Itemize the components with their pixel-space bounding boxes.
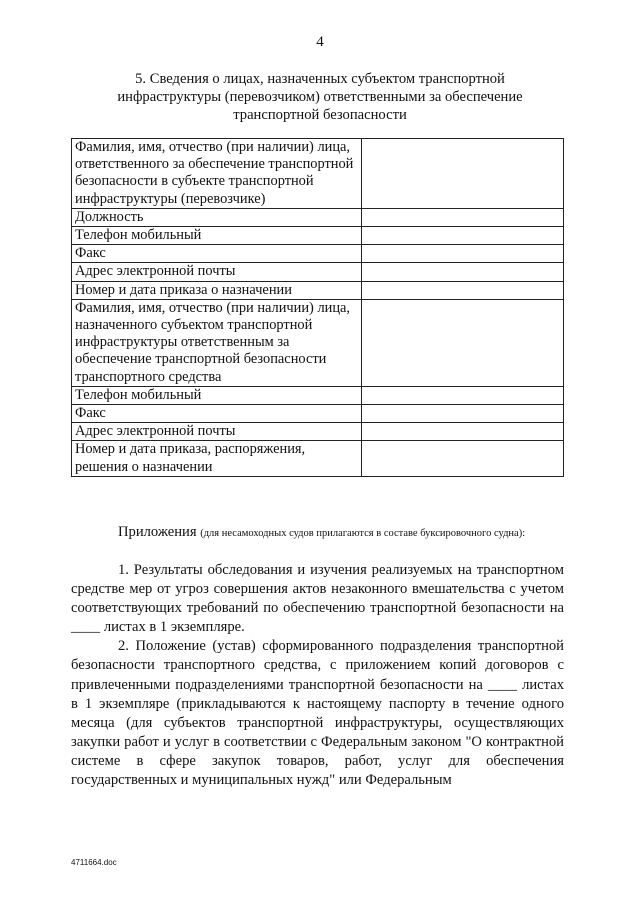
page-number: 4	[316, 34, 324, 50]
appendix-item: 1. Результаты обследования и изучения реализуемых на транспортном средстве мер от угроз совершения актов незаконного вмешательства с учетом соответствующих требований по обеспечению транспортной безопасности на ____ листах в 1 экземпляре.	[71, 562, 564, 636]
table-row	[72, 281, 564, 299]
table-row	[72, 139, 564, 209]
row-value	[362, 208, 564, 226]
row-label: Номер и дата приказа, распоряжения, решения о назначении	[72, 441, 362, 476]
row-value	[362, 441, 564, 476]
appendix-heading-text: Приложения	[118, 524, 197, 540]
table-row	[72, 263, 564, 281]
table-row	[72, 299, 564, 386]
appendix-items	[71, 561, 564, 790]
row-value	[362, 245, 564, 263]
appendix-heading	[118, 524, 525, 541]
document-code: 4711664.doc	[71, 858, 117, 867]
appendix-heading-note: (для несамоходных судов прилагаются в составе буксировочного судна):	[200, 528, 526, 539]
row-label: Телефон мобильный	[72, 227, 362, 245]
row-value	[362, 139, 564, 209]
row-value	[362, 386, 564, 404]
responsible-persons-table	[71, 138, 564, 477]
row-label: Должность	[72, 208, 362, 226]
row-value	[362, 227, 564, 245]
table-row	[72, 386, 564, 404]
row-value	[362, 263, 564, 281]
row-label: Факс	[72, 245, 362, 263]
table-row	[72, 423, 564, 441]
row-value	[362, 281, 564, 299]
section-title: 5. Сведения о лицах, назначенных субъектом транспортной инфраструктуры (перевозчиком) ответственными за обеспечение транспортной безопасности	[117, 71, 523, 123]
row-value	[362, 405, 564, 423]
row-label: Номер и дата приказа о назначении	[72, 281, 362, 299]
table-row	[72, 405, 564, 423]
table-row	[72, 208, 564, 226]
row-value	[362, 299, 564, 386]
row-label: Фамилия, имя, отчество (при наличии) лица, ответственного за обеспечение транспортной безопасности в субъекте транспортной инфраструктуры (перевозчике)	[72, 139, 362, 209]
row-label: Адрес электронной почты	[72, 423, 362, 441]
row-value	[362, 423, 564, 441]
row-label: Фамилия, имя, отчество (при наличии) лица, назначенного субъектом транспортной инфраструктуры ответственным за обеспечение транспортной безопасности транспортного средства	[72, 299, 362, 386]
row-label: Телефон мобильный	[72, 386, 362, 404]
table-row	[72, 227, 564, 245]
table-row	[72, 441, 564, 476]
table-row	[72, 245, 564, 263]
appendix-item: 2. Положение (устав) сформированного подразделения транспортной безопасности транспортного средства, с приложением копий договоров с привлеченными подразделениями транспортной безопасности на ____ листах в 1 экземпляре (прикладываются к настоящему паспорту в течение одного месяца (для субъектов транспортной инфраструктуры, осуществляющих закупки работ и услуг в соответствии с Федеральным законом "О контрактной системе в сфере закупок товаров, работ, услуг для обеспечения государственных и муниципальных нужд" или Федеральным	[71, 638, 564, 789]
row-label: Факс	[72, 405, 362, 423]
row-label: Адрес электронной почты	[72, 263, 362, 281]
